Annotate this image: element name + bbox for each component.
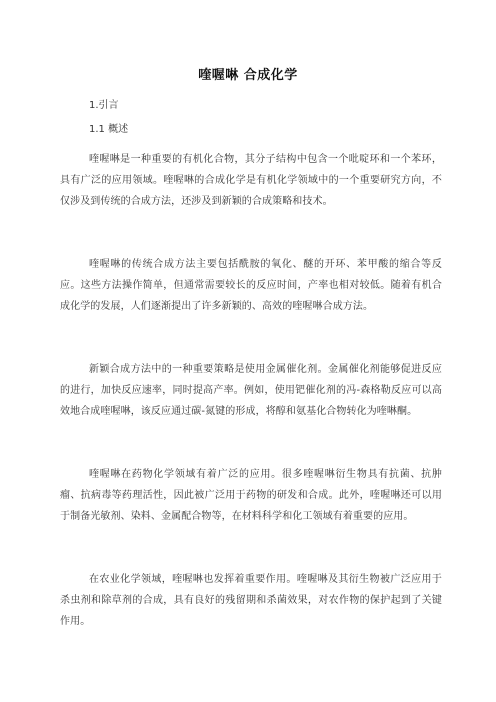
- section-heading: 1.引言: [89, 100, 119, 111]
- paragraph-overview: 喹喔啉是一种重要的有机化合物，其分子结构中包含一个吡啶环和一个苯环，具有广泛的应用领域。喹喔啉的合成化学是有机化学领域中的一个重要研究方向，不仅涉及到传统的合成方法，还涉及到新颖的合成策略和技术。: [60, 154, 442, 207]
- paragraph-agricultural-chemistry: 在农业化学领域，喹喔啉也发挥着重要作用。喹喔啉及其衍生物被广泛应用于杀虫剂和除草剂的合成，具有良好的残留期和杀菌效果，对农作物的保护起到了关键作用。: [60, 574, 442, 627]
- paragraph-traditional-methods: 喹喔啉的传统合成方法主要包括酰胺的氧化、醚的开环、苯甲酸的缩合等反应。这些方法操作简单，但通常需要较长的反应时间，产率也相对较低。随着有机合成化学的发展，人们逐渐提出了许多新颖的、高效的喹喔啉合成方法。: [60, 259, 442, 312]
- paragraph-metal-catalysis: 新颖合成方法中的一种重要策略是使用金属催化剂。金属催化剂能够促进反应的进行，加快反应速率，同时提高产率。例如，使用钯催化剂的冯-森格勒反应可以高效地合成喹喔啉，该反应通过碳-氮键的形成，将醇和氨基化合物转化为喹啉酮。: [60, 364, 442, 417]
- paragraph-medicinal-chemistry: 喹喔啉在药物化学领域有着广泛的应用。很多喹喔啉衍生物具有抗菌、抗肿瘤、抗病毒等药理活性，因此被广泛用于药物的研发和合成。此外，喹喔啉还可以用于制备光敏剂、染料、金属配合物等，在材料科学和化工领域有着重要的应用。: [60, 469, 442, 522]
- document-title: 喹喔啉 合成化学: [198, 68, 298, 83]
- subsection-heading: 1.1 概述: [89, 124, 129, 135]
